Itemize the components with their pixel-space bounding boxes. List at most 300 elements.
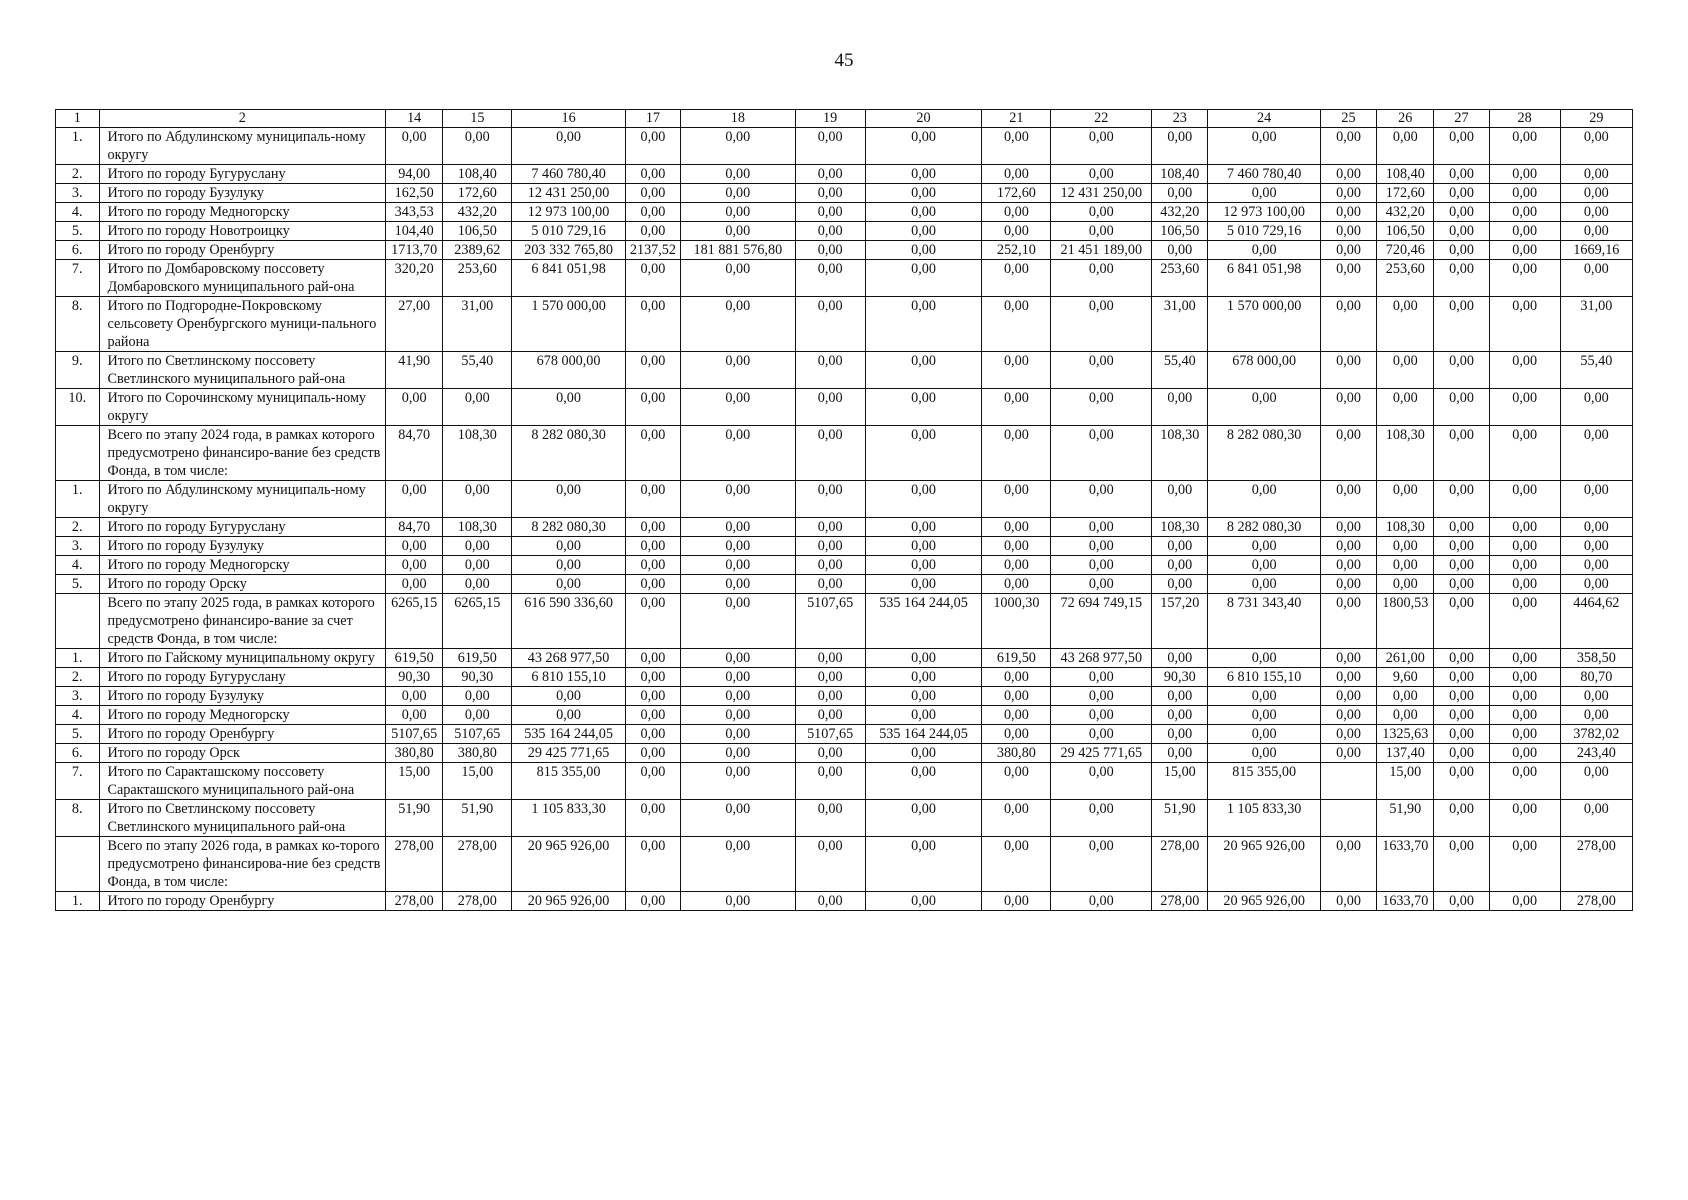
value-cell: 0,00 [512, 481, 626, 518]
value-cell: 0,00 [1152, 537, 1208, 556]
value-cell: 5107,65 [795, 725, 865, 744]
value-cell: 0,00 [386, 537, 443, 556]
value-cell: 0,00 [1208, 537, 1320, 556]
value-cell: 0,00 [1560, 260, 1632, 297]
value-cell: 3782,02 [1560, 725, 1632, 744]
value-cell: 0,00 [865, 352, 982, 389]
value-cell: 0,00 [1434, 241, 1489, 260]
value-cell: 0,00 [1489, 128, 1560, 165]
table-row [56, 837, 1633, 892]
column-number-header: 26 [1377, 110, 1434, 128]
value-cell: 90,30 [386, 668, 443, 687]
table-row [56, 184, 1633, 203]
value-cell: 0,00 [1051, 687, 1152, 706]
value-cell: 0,00 [795, 649, 865, 668]
value-cell: 0,00 [865, 518, 982, 537]
value-cell: 0,00 [795, 352, 865, 389]
value-cell: 0,00 [1320, 426, 1376, 481]
value-cell: 20 965 926,00 [512, 892, 626, 911]
value-cell: 0,00 [1434, 222, 1489, 241]
row-index-cell: 3. [56, 184, 100, 203]
row-index-cell: 6. [56, 241, 100, 260]
value-cell: 0,00 [1434, 687, 1489, 706]
value-cell: 0,00 [1208, 706, 1320, 725]
value-cell: 0,00 [1320, 165, 1376, 184]
value-cell: 0,00 [512, 128, 626, 165]
value-cell: 15,00 [443, 763, 512, 800]
value-cell: 7 460 780,40 [512, 165, 626, 184]
column-number-header: 17 [625, 110, 680, 128]
value-cell: 203 332 765,80 [512, 241, 626, 260]
value-cell: 0,00 [865, 837, 982, 892]
column-number-header: 15 [443, 110, 512, 128]
row-name-cell: Итого по Светлинскому поссовету Светлинского муниципального рай-она [99, 800, 386, 837]
table-row [56, 241, 1633, 260]
row-name-cell: Всего по этапу 2026 года, в рамках ко-торого предусмотрено финансирова-ние без средств Фонда, в том числе: [99, 837, 386, 892]
row-index-cell: 2. [56, 518, 100, 537]
value-cell: 278,00 [443, 837, 512, 892]
value-cell: 0,00 [625, 203, 680, 222]
table-row [56, 706, 1633, 725]
value-cell: 320,20 [386, 260, 443, 297]
value-cell: 0,00 [1377, 706, 1434, 725]
row-index-cell: 5. [56, 575, 100, 594]
value-cell: 619,50 [443, 649, 512, 668]
value-cell: 0,00 [443, 481, 512, 518]
value-cell: 0,00 [795, 165, 865, 184]
value-cell: 278,00 [443, 892, 512, 911]
value-cell: 0,00 [625, 649, 680, 668]
value-cell: 0,00 [1051, 800, 1152, 837]
row-index-cell: 7. [56, 763, 100, 800]
table-row [56, 426, 1633, 481]
value-cell: 0,00 [681, 203, 796, 222]
table-row [56, 165, 1633, 184]
value-cell: 0,00 [681, 725, 796, 744]
value-cell: 0,00 [1434, 128, 1489, 165]
value-cell: 0,00 [982, 725, 1051, 744]
value-cell: 0,00 [625, 668, 680, 687]
value-cell: 720,46 [1377, 241, 1434, 260]
value-cell: 108,30 [1377, 518, 1434, 537]
value-cell: 0,00 [625, 706, 680, 725]
row-index-cell: 9. [56, 352, 100, 389]
value-cell: 0,00 [1320, 837, 1376, 892]
row-index-cell: 1. [56, 892, 100, 911]
row-name-cell: Итого по Подгородне-Покровскому сельсовету Оренбургского муници-пального района [99, 297, 386, 352]
row-index-cell: 7. [56, 260, 100, 297]
row-index-cell: 8. [56, 297, 100, 352]
value-cell: 0,00 [681, 706, 796, 725]
value-cell: 108,30 [1152, 426, 1208, 481]
value-cell: 0,00 [681, 481, 796, 518]
value-cell: 0,00 [1152, 649, 1208, 668]
row-name-cell: Итого по городу Медногорску [99, 706, 386, 725]
value-cell: 0,00 [1489, 518, 1560, 537]
value-cell: 0,00 [865, 297, 982, 352]
value-cell: 0,00 [1051, 668, 1152, 687]
table-row [56, 128, 1633, 165]
table-row [56, 203, 1633, 222]
value-cell: 0,00 [982, 260, 1051, 297]
value-cell: 0,00 [795, 297, 865, 352]
value-cell: 181 881 576,80 [681, 241, 796, 260]
value-cell: 0,00 [1051, 165, 1152, 184]
row-index-cell: 4. [56, 556, 100, 575]
value-cell: 0,00 [386, 687, 443, 706]
row-name-cell: Итого по городу Оренбургу [99, 241, 386, 260]
value-cell: 0,00 [1489, 165, 1560, 184]
value-cell: 535 164 244,05 [865, 594, 982, 649]
value-cell: 0,00 [1489, 763, 1560, 800]
row-index-cell: 4. [56, 706, 100, 725]
row-index-cell: 10. [56, 389, 100, 426]
value-cell: 0,00 [1434, 725, 1489, 744]
value-cell: 0,00 [1377, 537, 1434, 556]
column-number-header: 25 [1320, 110, 1376, 128]
value-cell: 0,00 [1489, 297, 1560, 352]
value-cell: 0,00 [443, 706, 512, 725]
value-cell: 0,00 [1051, 518, 1152, 537]
value-cell: 0,00 [1560, 687, 1632, 706]
value-cell: 0,00 [1434, 575, 1489, 594]
row-index-cell: 8. [56, 800, 100, 837]
value-cell: 0,00 [1320, 575, 1376, 594]
value-cell: 0,00 [1320, 222, 1376, 241]
row-name-cell: Всего по этапу 2025 года, в рамках которого предусмотрено финансиро-вание за счет средств Фонда, в том числе: [99, 594, 386, 649]
value-cell: 55,40 [443, 352, 512, 389]
value-cell: 0,00 [982, 297, 1051, 352]
value-cell: 278,00 [1560, 837, 1632, 892]
row-name-cell: Итого по городу Бузулуку [99, 184, 386, 203]
value-cell: 0,00 [1560, 706, 1632, 725]
value-cell: 0,00 [1152, 725, 1208, 744]
table-row [56, 687, 1633, 706]
value-cell: 55,40 [1152, 352, 1208, 389]
value-cell: 0,00 [1320, 389, 1376, 426]
value-cell: 616 590 336,60 [512, 594, 626, 649]
value-cell: 21 451 189,00 [1051, 241, 1152, 260]
value-cell: 253,60 [1377, 260, 1434, 297]
value-cell: 5 010 729,16 [1208, 222, 1320, 241]
value-cell: 106,50 [1152, 222, 1208, 241]
value-cell: 0,00 [1320, 892, 1376, 911]
row-index-cell: 2. [56, 165, 100, 184]
value-cell: 0,00 [625, 725, 680, 744]
row-index-cell: 1. [56, 649, 100, 668]
value-cell: 0,00 [1320, 203, 1376, 222]
value-cell: 0,00 [625, 837, 680, 892]
value-cell: 0,00 [1434, 260, 1489, 297]
row-index-cell: 2. [56, 668, 100, 687]
value-cell: 0,00 [1560, 203, 1632, 222]
value-cell: 0,00 [443, 556, 512, 575]
value-cell: 0,00 [1152, 128, 1208, 165]
value-cell: 0,00 [1320, 537, 1376, 556]
value-cell: 0,00 [865, 687, 982, 706]
row-name-cell: Итого по городу Бугуруслану [99, 518, 386, 537]
value-cell: 12 973 100,00 [512, 203, 626, 222]
value-cell: 0,00 [1152, 241, 1208, 260]
value-cell: 51,90 [443, 800, 512, 837]
value-cell: 72 694 749,15 [1051, 594, 1152, 649]
row-index-cell: 1. [56, 481, 100, 518]
value-cell: 0,00 [625, 594, 680, 649]
value-cell: 84,70 [386, 518, 443, 537]
value-cell: 0,00 [1152, 184, 1208, 203]
value-cell: 0,00 [795, 668, 865, 687]
value-cell: 1 105 833,30 [1208, 800, 1320, 837]
value-cell: 31,00 [1152, 297, 1208, 352]
value-cell: 0,00 [982, 481, 1051, 518]
value-cell: 0,00 [1489, 184, 1560, 203]
value-cell: 0,00 [1377, 297, 1434, 352]
value-cell: 0,00 [625, 575, 680, 594]
row-index-cell: 4. [56, 203, 100, 222]
value-cell: 0,00 [1377, 352, 1434, 389]
value-cell: 0,00 [1560, 222, 1632, 241]
value-cell: 1000,30 [982, 594, 1051, 649]
value-cell: 0,00 [1320, 128, 1376, 165]
value-cell: 2389,62 [443, 241, 512, 260]
row-name-cell: Итого по Сорочинскому муниципаль-ному округу [99, 389, 386, 426]
value-cell: 0,00 [865, 128, 982, 165]
value-cell: 0,00 [795, 128, 865, 165]
value-cell: 43 268 977,50 [1051, 649, 1152, 668]
value-cell: 0,00 [681, 518, 796, 537]
value-cell: 0,00 [1434, 744, 1489, 763]
table-row [56, 556, 1633, 575]
value-cell: 252,10 [982, 241, 1051, 260]
value-cell: 0,00 [1434, 518, 1489, 537]
value-cell: 0,00 [681, 837, 796, 892]
row-name-cell: Итого по городу Медногорску [99, 203, 386, 222]
value-cell: 0,00 [1489, 389, 1560, 426]
row-name-cell: Итого по Домбаровскому поссовету Домбаровского муниципального рай-она [99, 260, 386, 297]
value-cell: 0,00 [1560, 389, 1632, 426]
value-cell: 0,00 [1560, 426, 1632, 481]
value-cell: 20 965 926,00 [1208, 892, 1320, 911]
value-cell: 0,00 [795, 575, 865, 594]
value-cell: 0,00 [1208, 389, 1320, 426]
value-cell: 0,00 [625, 260, 680, 297]
value-cell: 106,50 [443, 222, 512, 241]
value-cell: 358,50 [1560, 649, 1632, 668]
value-cell: 0,00 [443, 537, 512, 556]
value-cell: 0,00 [795, 426, 865, 481]
value-cell: 0,00 [1489, 687, 1560, 706]
value-cell: 0,00 [1434, 481, 1489, 518]
value-cell: 0,00 [1208, 128, 1320, 165]
table-row [56, 297, 1633, 352]
value-cell: 0,00 [865, 892, 982, 911]
value-cell: 12 431 250,00 [512, 184, 626, 203]
value-cell: 0,00 [1434, 668, 1489, 687]
value-cell: 106,50 [1377, 222, 1434, 241]
value-cell: 0,00 [1434, 837, 1489, 892]
value-cell: 343,53 [386, 203, 443, 222]
value-cell: 0,00 [795, 203, 865, 222]
value-cell: 1633,70 [1377, 892, 1434, 911]
column-number-header: 2 [99, 110, 386, 128]
value-cell: 0,00 [982, 222, 1051, 241]
value-cell: 8 282 080,30 [1208, 518, 1320, 537]
row-name-cell: Итого по городу Бузулуку [99, 537, 386, 556]
value-cell: 0,00 [1152, 481, 1208, 518]
value-cell: 8 731 343,40 [1208, 594, 1320, 649]
value-cell: 0,00 [681, 537, 796, 556]
value-cell: 12 973 100,00 [1208, 203, 1320, 222]
value-cell: 0,00 [1208, 481, 1320, 518]
value-cell: 0,00 [1434, 426, 1489, 481]
value-cell: 0,00 [865, 575, 982, 594]
column-number-header: 20 [865, 110, 982, 128]
value-cell: 9,60 [1377, 668, 1434, 687]
value-cell: 6 810 155,10 [1208, 668, 1320, 687]
value-cell: 0,00 [386, 706, 443, 725]
value-cell: 0,00 [1051, 260, 1152, 297]
value-cell: 0,00 [681, 389, 796, 426]
value-cell: 0,00 [1320, 260, 1376, 297]
table-row [56, 744, 1633, 763]
column-number-header: 29 [1560, 110, 1632, 128]
value-cell: 0,00 [443, 575, 512, 594]
value-cell: 0,00 [1489, 203, 1560, 222]
value-cell: 0,00 [865, 241, 982, 260]
value-cell: 0,00 [865, 165, 982, 184]
value-cell: 0,00 [1489, 222, 1560, 241]
value-cell: 0,00 [443, 389, 512, 426]
table-row [56, 352, 1633, 389]
value-cell: 0,00 [1560, 575, 1632, 594]
value-cell: 27,00 [386, 297, 443, 352]
value-cell: 1669,16 [1560, 241, 1632, 260]
value-cell: 278,00 [1560, 892, 1632, 911]
value-cell: 0,00 [1051, 481, 1152, 518]
value-cell: 0,00 [1489, 575, 1560, 594]
value-cell: 0,00 [1051, 892, 1152, 911]
value-cell: 0,00 [1489, 537, 1560, 556]
value-cell: 0,00 [512, 389, 626, 426]
value-cell: 0,00 [681, 297, 796, 352]
value-cell: 0,00 [1560, 184, 1632, 203]
value-cell: 0,00 [982, 389, 1051, 426]
value-cell: 0,00 [1051, 763, 1152, 800]
value-cell: 0,00 [1051, 352, 1152, 389]
row-index-cell [56, 837, 100, 892]
value-cell: 0,00 [1377, 575, 1434, 594]
value-cell: 0,00 [1152, 556, 1208, 575]
value-cell: 815 355,00 [1208, 763, 1320, 800]
row-name-cell: Итого по городу Бузулуку [99, 687, 386, 706]
row-index-cell: 5. [56, 725, 100, 744]
value-cell: 0,00 [865, 203, 982, 222]
value-cell: 0,00 [865, 481, 982, 518]
value-cell: 0,00 [982, 426, 1051, 481]
value-cell: 137,40 [1377, 744, 1434, 763]
value-cell: 55,40 [1560, 352, 1632, 389]
column-number-header: 24 [1208, 110, 1320, 128]
value-cell: 6 841 051,98 [1208, 260, 1320, 297]
value-cell: 162,50 [386, 184, 443, 203]
value-cell: 0,00 [982, 575, 1051, 594]
value-cell: 0,00 [795, 260, 865, 297]
value-cell: 0,00 [795, 706, 865, 725]
table-row [56, 800, 1633, 837]
value-cell: 108,30 [443, 518, 512, 537]
value-cell: 0,00 [1489, 744, 1560, 763]
value-cell: 0,00 [681, 575, 796, 594]
value-cell: 432,20 [1152, 203, 1208, 222]
value-cell: 0,00 [1208, 649, 1320, 668]
value-cell: 0,00 [512, 575, 626, 594]
value-cell: 0,00 [1434, 537, 1489, 556]
table-body [56, 128, 1633, 911]
value-cell: 0,00 [625, 222, 680, 241]
row-name-cell: Итого по городу Орск [99, 744, 386, 763]
table-row [56, 668, 1633, 687]
value-cell: 0,00 [982, 687, 1051, 706]
value-cell: 0,00 [982, 763, 1051, 800]
value-cell: 0,00 [795, 744, 865, 763]
value-cell: 0,00 [512, 556, 626, 575]
value-cell: 0,00 [681, 260, 796, 297]
row-index-cell [56, 594, 100, 649]
value-cell: 0,00 [1208, 744, 1320, 763]
value-cell: 0,00 [1051, 222, 1152, 241]
value-cell: 0,00 [1560, 518, 1632, 537]
value-cell: 0,00 [1320, 649, 1376, 668]
row-name-cell: Итого по городу Бугуруслану [99, 165, 386, 184]
value-cell: 0,00 [681, 594, 796, 649]
table-row [56, 518, 1633, 537]
value-cell: 1713,70 [386, 241, 443, 260]
value-cell: 0,00 [795, 389, 865, 426]
table-row [56, 892, 1633, 911]
value-cell: 0,00 [865, 389, 982, 426]
value-cell: 535 164 244,05 [512, 725, 626, 744]
value-cell: 7 460 780,40 [1208, 165, 1320, 184]
value-cell: 8 282 080,30 [512, 426, 626, 481]
value-cell: 0,00 [795, 537, 865, 556]
value-cell: 0,00 [1051, 389, 1152, 426]
value-cell: 0,00 [625, 165, 680, 184]
value-cell: 0,00 [795, 763, 865, 800]
value-cell: 0,00 [625, 744, 680, 763]
value-cell: 20 965 926,00 [1208, 837, 1320, 892]
value-cell: 278,00 [1152, 837, 1208, 892]
value-cell: 15,00 [1152, 763, 1208, 800]
value-cell: 0,00 [865, 222, 982, 241]
data-table-container [55, 109, 1633, 911]
value-cell: 1 570 000,00 [512, 297, 626, 352]
value-cell: 0,00 [1152, 706, 1208, 725]
value-cell: 0,00 [865, 668, 982, 687]
value-cell: 0,00 [1489, 241, 1560, 260]
value-cell: 0,00 [1560, 128, 1632, 165]
row-name-cell: Итого по Саракташскому поссовету Саракташского муниципального рай-она [99, 763, 386, 800]
value-cell: 0,00 [681, 892, 796, 911]
value-cell: 108,40 [1377, 165, 1434, 184]
value-cell: 0,00 [1051, 725, 1152, 744]
value-cell: 43 268 977,50 [512, 649, 626, 668]
value-cell: 0,00 [1320, 184, 1376, 203]
value-cell: 1 105 833,30 [512, 800, 626, 837]
column-number-header: 23 [1152, 110, 1208, 128]
value-cell: 1 570 000,00 [1208, 297, 1320, 352]
value-cell: 0,00 [625, 518, 680, 537]
value-cell: 0,00 [1434, 649, 1489, 668]
